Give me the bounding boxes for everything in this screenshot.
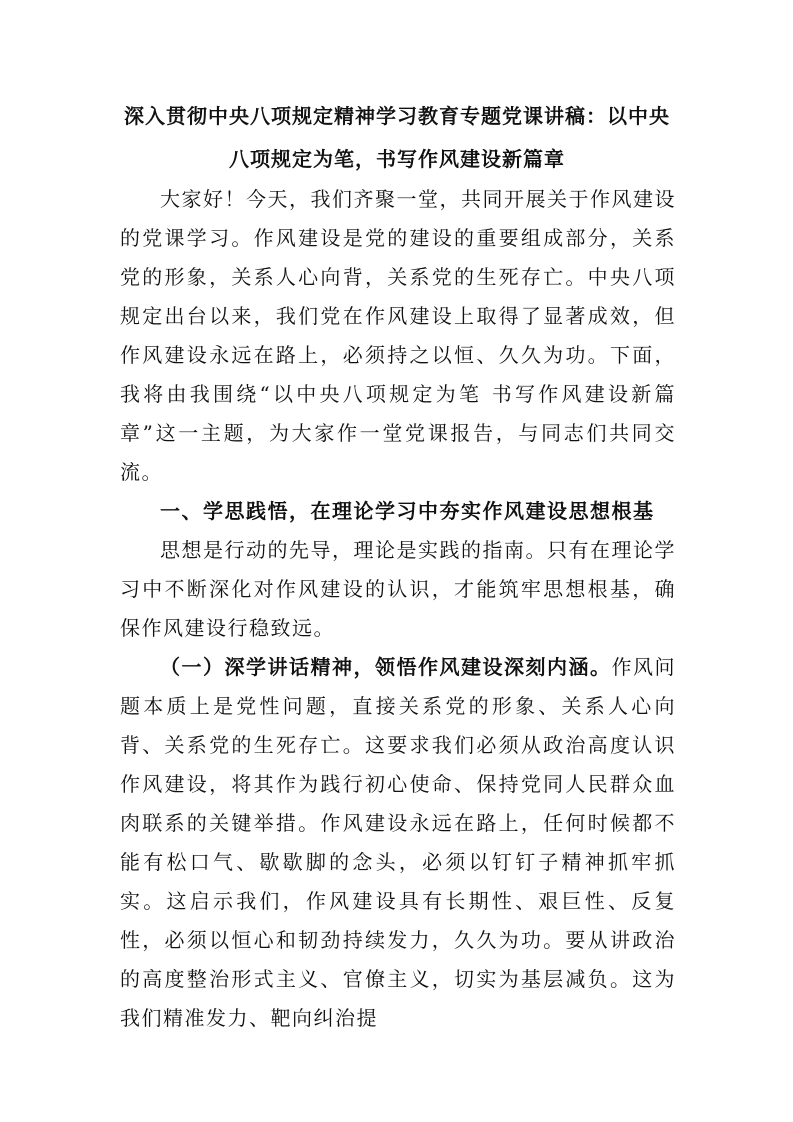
subsection-1-text: 作风问题本质上是党性问题，直接关系党的形象、关系人心向背、关系党的生死存亡。这要求我们必须从政治高度认识作风建设，将其作为践行初心使命、保持党同人民群众血肉联系的关键举措。作风建设永远在路上，任何时候都不能有松口气、歇歇脚的念头，必须以钉钉子精神抓牢抓实。这启示我们，作风建设具有长期性、艰巨性、反复性，必须以恒心和韧劲持续发力，久久为功。要从讲政治的高度整治形式主义、官僚主义，切实为基层减负。这为我们精准发力、靶向纠治提 — [120, 655, 676, 1030]
document-body — [120, 180, 676, 1038]
intro-paragraph: 大家好！今天，我们齐聚一堂，共同开展关于作风建设的党课学习。作风建设是党的建设的重要组成部分，关系党的形象，关系人心向背，关系党的生死存亡。中央八项规定出台以来，我们党在作风建设上取得了显著成效，但作风建设永远在路上，必须持之以恒、久久为功。下面，我将由我围绕“以中央八项规定为笔 书写作风建设新篇章”这一主题，为大家作一堂党课报告，与同志们共同交流。 — [120, 187, 676, 484]
subsection-1-heading: （一）深学讲话精神，领悟作风建设深刻内涵。 — [160, 655, 612, 679]
document-title-line-2: 八项规定为笔，书写作风建设新篇章 — [229, 147, 565, 171]
section-1-heading: 一、学思践悟，在理论学习中夯实作风建设思想根基 — [160, 499, 655, 523]
subsection-1-paragraph — [120, 648, 676, 1038]
document-title-line-1: 深入贯彻中央八项规定精神学习教育专题党课讲稿：以中央 — [124, 104, 670, 128]
section-1-paragraph: 思想是行动的先导，理论是实践的指南。只有在理论学习中不断深化对作风建设的认识，才能筑牢思想根基，确保作风建设行稳致远。 — [120, 538, 676, 640]
